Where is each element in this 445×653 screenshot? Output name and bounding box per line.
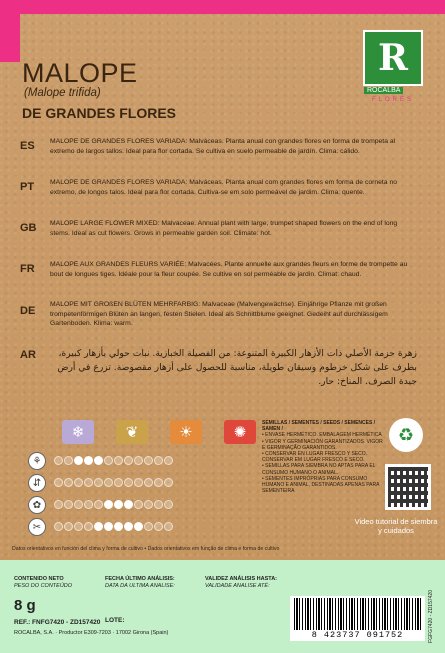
month-cell xyxy=(144,478,153,487)
month-cell xyxy=(134,456,143,465)
recycle-icon: ♻ xyxy=(389,418,423,452)
month-cell xyxy=(104,500,113,509)
month-cell xyxy=(134,522,143,531)
climate-icons xyxy=(62,420,256,444)
maple-leaf-icon: ✺ xyxy=(224,420,256,444)
product-title: MALOPE xyxy=(22,58,138,88)
month-cell xyxy=(104,478,113,487)
net-content-label: CONTENIDO NETO PESO DO CONTEÚDO xyxy=(14,576,73,589)
variety-name: DE GRANDES FLORES xyxy=(22,105,177,121)
lang-code-gb: GB xyxy=(20,222,37,234)
month-cell xyxy=(94,478,103,487)
month-cell xyxy=(64,500,73,509)
sowing-icon: ⚘ xyxy=(28,452,46,470)
month-cell xyxy=(94,522,103,531)
description-ar: زهرة حزمة الأصلي ذات الأزهار الكبيرة المتنوعة: من الفصيلة الخبازية. نبات حولي بأزهار كبيرة، بطرف على شكل خرطوم وسيقان طويلة، مناسبة للحصول على أزهار مقصوصة. تزرع في أرض جيدة الصرف. المناخ: حار. xyxy=(57,348,417,387)
month-cell xyxy=(164,522,173,531)
snowflake-icon: ❄ xyxy=(62,420,94,444)
month-cell xyxy=(124,456,133,465)
net-weight: 8 g xyxy=(14,597,36,614)
barcode-bars xyxy=(294,598,421,630)
month-cell xyxy=(74,522,83,531)
month-cell xyxy=(144,456,153,465)
qr-code[interactable] xyxy=(385,464,431,510)
month-cell xyxy=(164,478,173,487)
video-tutorial-text: Video tutorial de siembra y cuidados xyxy=(354,517,438,535)
month-cell xyxy=(84,522,93,531)
top-pink-band xyxy=(0,0,445,14)
month-cell xyxy=(64,456,73,465)
brand-name: ROCALBA xyxy=(364,87,403,94)
month-cell xyxy=(64,522,73,531)
legend-line: • VIGOR Y GERMINACIÓN GARANTIZADOS. VIGOR E GERMINAÇÃO GARANTIDOS. xyxy=(262,438,383,451)
month-cell xyxy=(134,478,143,487)
left-pink-band xyxy=(0,14,20,62)
description-gb: MALOPE LARGE FLOWER MIXED: Malvaceae. Annual plant with large, trumpet shaped flowers on the end of long stems. Ideal as cut flowers. Grows in permeable garden soil. Climate: hot. xyxy=(50,220,398,237)
lot-label: LOTE: xyxy=(105,617,125,624)
month-cell xyxy=(114,478,123,487)
sun-icon: ☀ xyxy=(170,420,202,444)
transplant-icon: ⇵ xyxy=(28,474,46,492)
description-es: MALOPE DE GRANDES FLORES VARIADA: Malváceas. Planta anual con grandes flores en forma de trompeta al extremo de largos tallos. Ideal para flor cortada. Se cultiva en suelo permeable de jardín. Clima: cálido. xyxy=(50,138,396,155)
month-cell xyxy=(154,500,163,509)
harvest-icon: ✂ xyxy=(28,518,46,536)
month-cell xyxy=(74,478,83,487)
legend-line: • ENVASE HERMÉTICO. EMBALAGEM HERMÉTICA xyxy=(262,432,382,439)
logo-letter: R xyxy=(378,37,408,79)
month-cell xyxy=(154,456,163,465)
lang-code-es: ES xyxy=(20,140,35,152)
valid-until-label: VALIDEZ ANÁLISIS HASTA: VALIDADE ANALISE ATÉ: xyxy=(205,576,278,589)
description-pt: MALOPE DE GRANDES FLORES VARIADA: Malváceas. Planta anual com grandes flores em forma de corneta no extremo, de longos talos. Ideal para flor cortada. Cultiva-se em solo permeável de jardim. Clima: quente. xyxy=(50,179,398,196)
scientific-name: (Malope trifida) xyxy=(24,87,101,99)
month-cell xyxy=(64,478,73,487)
lang-code-pt: PT xyxy=(20,181,35,193)
month-cell xyxy=(104,456,113,465)
month-cell xyxy=(154,522,163,531)
leaf-icon: ❦ xyxy=(116,420,148,444)
lang-code-ar: AR xyxy=(20,349,36,361)
month-cell xyxy=(114,522,123,531)
seed-legend xyxy=(262,420,387,494)
legend-line: • SEMENTES IMPRÓPRIAS PARA CONSUMO HUMANO E ANIMAL, DESTINADAS APENAS PARA SEMENTEIRA xyxy=(262,475,380,495)
month-cell xyxy=(124,500,133,509)
legend-line: • SEMILLAS PARA SIEMBRA NO APTAS PARA EL CONSUMO HUMANO O ANIMAL. xyxy=(262,463,376,476)
month-cell xyxy=(54,456,63,465)
month-cell xyxy=(144,500,153,509)
lang-code-fr: FR xyxy=(20,263,35,275)
month-cell xyxy=(94,500,103,509)
legend-line: • CONSERVAR EN LUGAR FRESCO Y SECO. CONSERVAR EM LUGAR FRESCO E SECO. xyxy=(262,451,368,464)
month-cell xyxy=(54,522,63,531)
month-cell xyxy=(74,456,83,465)
lang-code-de: DE xyxy=(20,305,36,317)
month-cell xyxy=(114,500,123,509)
flowering-icon: ✿ xyxy=(28,496,46,514)
legend-head: SEMILLAS / SEMENTES / SEEDS / SEMENCES / SAMEN / xyxy=(262,420,376,433)
month-cell xyxy=(84,500,93,509)
barcode xyxy=(290,596,425,641)
month-cell xyxy=(74,500,83,509)
month-cell xyxy=(114,456,123,465)
month-cell xyxy=(134,500,143,509)
barcode-number: 8 423737 091752 xyxy=(311,630,404,640)
side-code: FGFG7420 - ZD157420 xyxy=(428,590,434,643)
month-cell xyxy=(104,522,113,531)
month-cell xyxy=(124,522,133,531)
company-info: ROCALBA, S.A. · Productor E309-7203 · 17002 Girona (Spain) xyxy=(14,630,169,636)
footnote: Datos orientativos en función del clima y forma de cultivo • Dados orientativos em função de clima e forma de cultivo xyxy=(12,546,280,552)
reference-code: REF.: FNFG7420 - ZD157420 xyxy=(14,619,101,626)
month-cell xyxy=(144,522,153,531)
month-cell xyxy=(154,478,163,487)
month-cell xyxy=(164,456,173,465)
month-cell xyxy=(54,478,63,487)
last-analysis-label: FECHA ÚLTIMO ANÁLISIS: DATA DA ULTIMA ANALISE: xyxy=(105,576,175,589)
brand-logo xyxy=(363,30,423,86)
month-cell xyxy=(84,478,93,487)
brand-tagline: FLORES xyxy=(372,97,415,103)
month-cell xyxy=(94,456,103,465)
month-cell xyxy=(54,500,63,509)
description-de: MALOPE MIT GROßEN BLÜTEN MEHRFARBIG: Malvaceae (Malvengewächse). Einjährige Pflanze mit großen trompetenförmigen Blüten an langen, festen Stielen. Ideal als Schnittblume geeignet. Gedeiht auf durchlässigem Gartenboden. Klima: warm. xyxy=(50,301,388,327)
month-cell xyxy=(124,478,133,487)
description-fr: MALOPE AUX GRANDES FLEURS VARIÉE: Malvacées. Plante annuelle aux grandes fleurs en forme de trompette au bout de longues tiges. Idéale pour la fleur coupée. Se cultive en sol perméable de jardin. Climat: chaud. xyxy=(50,261,408,278)
month-cell xyxy=(84,456,93,465)
month-cell xyxy=(164,500,173,509)
